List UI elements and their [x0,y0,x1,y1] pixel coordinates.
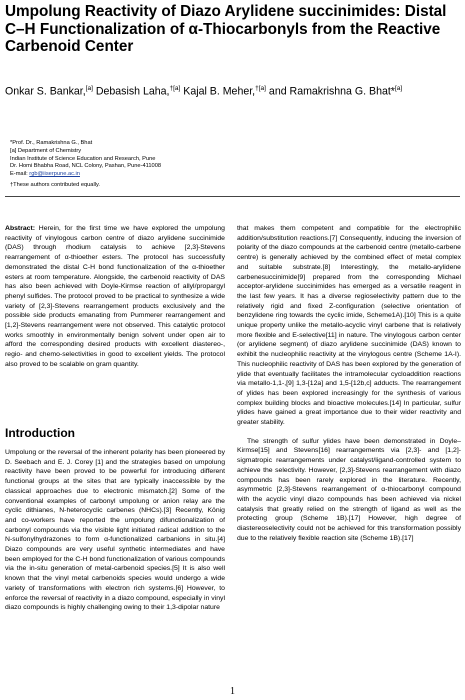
header-divider [5,196,460,197]
abstract [5,224,225,370]
author-list [5,82,460,99]
right-paragraph-1: that makes them competent and compatible for the electrophilic addition/substitution reactions.[7] Consequently, inducing the inversion of polarity of the diazo compounds at the carbenoid centre (metallo-carbene centre) is generally achieved by the combined effect of metal complex and suitable substrate.[8] Interestingly, the metallo-arylidene carbenesuccinimide[9] prepared from the corresponding Michael acceptor-arylidene succinimides has emerged as a versatile reagent in the last few years. It has a diverse regioselectivity pattern due to the relatively rigid and fixed Z-configuration (selective orientation of benzylidene ring towards the cyclic imide, Scheme1A).[10] This is a quite unique property unlike the metallo-acyclic vinyl carbene that is relatively more flexible and E-selective[11] in nature. The vinylogous carbon center (or arylidene segment) of diazo arylidene succinimide (DAS) known to exhibit the nucleophilic reactivity at the vinylogous centre (Scheme 1A-I). This nucleophilic reactivity of DAS has been explored by the generation of ylide that eventually facilitates the intramolecular cycloaddition reactions via metallo-1,1-,[9] 1,3-[12a] and 1,5-[12b,c] adducts. The rearrangement of ylides has been explored increasingly for the synthesis of various complex building blocks and bioactive molecules.[14] In particular, sulfur ylides have gained a great importance due to their wider reactivity and greater stability. [237,225,461,427]
abstract-label: Abstract: [5,225,36,232]
introduction-text [5,448,225,613]
abstract-text: Herein, for the first time we have explored the umpolung reactivity of vinylogous carbon centre of diazo arylidene succinimide (DAS) through rhodium catalysis to achieve [2,3]-Stevens rearrangement of α-thioether esters. The protocol has successfully demonstrated the distal C-H bond functionalization of the α-thioether esters at room temperature. Alongside, the carbenoid reactivity of DAS has also been achieved with Doyle-Kirmse reaction of allyl/propargyl phenyl sulfides. The protocol proved to be practical to synthesize a wide variety of [2,3]-Stevens rearrangement products exclusively and the possible side products emanating from Pummerer rearrangement and [1,2]-Stevens rearrangement were not observed. This catalytic protocol works smoothly in environmentally benign solvent under open air to afford the corresponding desired products with excellent diastereo-, regio- and chemo-selectivities in good to excellent yields. The protocol also proved to be scalable on gram quantity. [5,225,225,368]
page-number: 1 [230,686,235,697]
author-affiliation-mark: †[a] [255,85,266,92]
author-name: Debasish Laha, [95,85,170,98]
corresponding-author: *Prof. Dr., Ramakrishna G., Bhat [10,140,93,146]
department: [a] Department of Chemistry [10,147,82,154]
intro-paragraph: Umpolung or the reversal of the inherent polarity has been pioneered by D. Seebach and E. J. Corey [1] and the strategies based on umpolung reactivity have been proved to be powerful for introducing different functional groups at the sites that are typically inaccessible by the classical approaches due to electronic mismatch.[2] Some of the conventional examples of carbonyl umpolung or anion relay are the cyclic dithianes, N-heterocyclic carbenes (NHCs).[3] Recently, König and co-workers have reported the umpolung difunctionalization of carbonyl compounds via the visible light initiated radical addition to the N-sulfonylhydrazones to form α-functionalized carbanions in situ.[4] Diazo compounds are very useful synthetic intermediates and have been employed for the C-H bond functionalization of various compounds via the in-situ generation of metal-carbenoid species.[5] It is also well known that the vinyl metal carbenoids species would undergo a wide variety of transformations with electron rich systems.[6] However, to enforce the reversal of reactivity in a diazo compound, especially in vinyl diazo compounds is highly challenging owing to their 1,3-dipolar nature [5,449,225,612]
email-label: E-mail: [10,171,28,178]
address: Dr. Homi Bhabha Road, NCL Colony, Pashan, Pune-411008 [10,163,162,170]
right-paragraph-2: The strength of sulfur ylides have been demonstrated in Doyle–Kirmse[15] and Stevens[16] rearrangements via [2,3]- and [1,2]-sigmatropic rearrangements under catalyst/ligand-controlled system to achieve the selectivity. However, [2,3]-Stevens rearrangement with diazo compounds has been rarely explored in the literature. Recently, asymmetric [2,3]-Stevens rearrangement of α-thiocarbonyl compound with the acyclic vinyl diazo compounds has been achieved via nickel catalysis that greatly relied on the strength of ligand as well as the protecting group (Scheme 1B).[17] However, high degree of diastereoselectivity could not be achieved for this transformation possibly due to the relatively flexible reaction site (Scheme 1B).[17] [237,437,461,542]
author-name: Kajal B. Meher, [183,85,256,98]
equal-contribution-note: †These authors contributed equally. [10,182,101,188]
author-affiliation-mark: †[a] [169,85,181,92]
author-name: and Ramakrishna G. Bhat* [268,85,395,98]
email-line [10,171,290,179]
author-affiliation-mark: [a] [394,85,403,92]
author-affiliation-mark: [a] [85,85,93,92]
paper-title: Umpolung Reactivity of Diazo Arylidene succinimides: Distal C–H Functionalization of α-Thiocarbonyls from the Reactive Carbenoid Center [5,3,447,55]
institute: Indian Institute of Science Education and Research, Pune [10,155,156,162]
introduction-heading: Introduction [5,426,75,440]
affiliation-block [10,140,290,179]
email-link[interactable]: rgb@iiserpune.ac.in [29,171,80,178]
author-name: Onkar S. Bankar, [5,85,86,98]
right-column [237,224,461,544]
